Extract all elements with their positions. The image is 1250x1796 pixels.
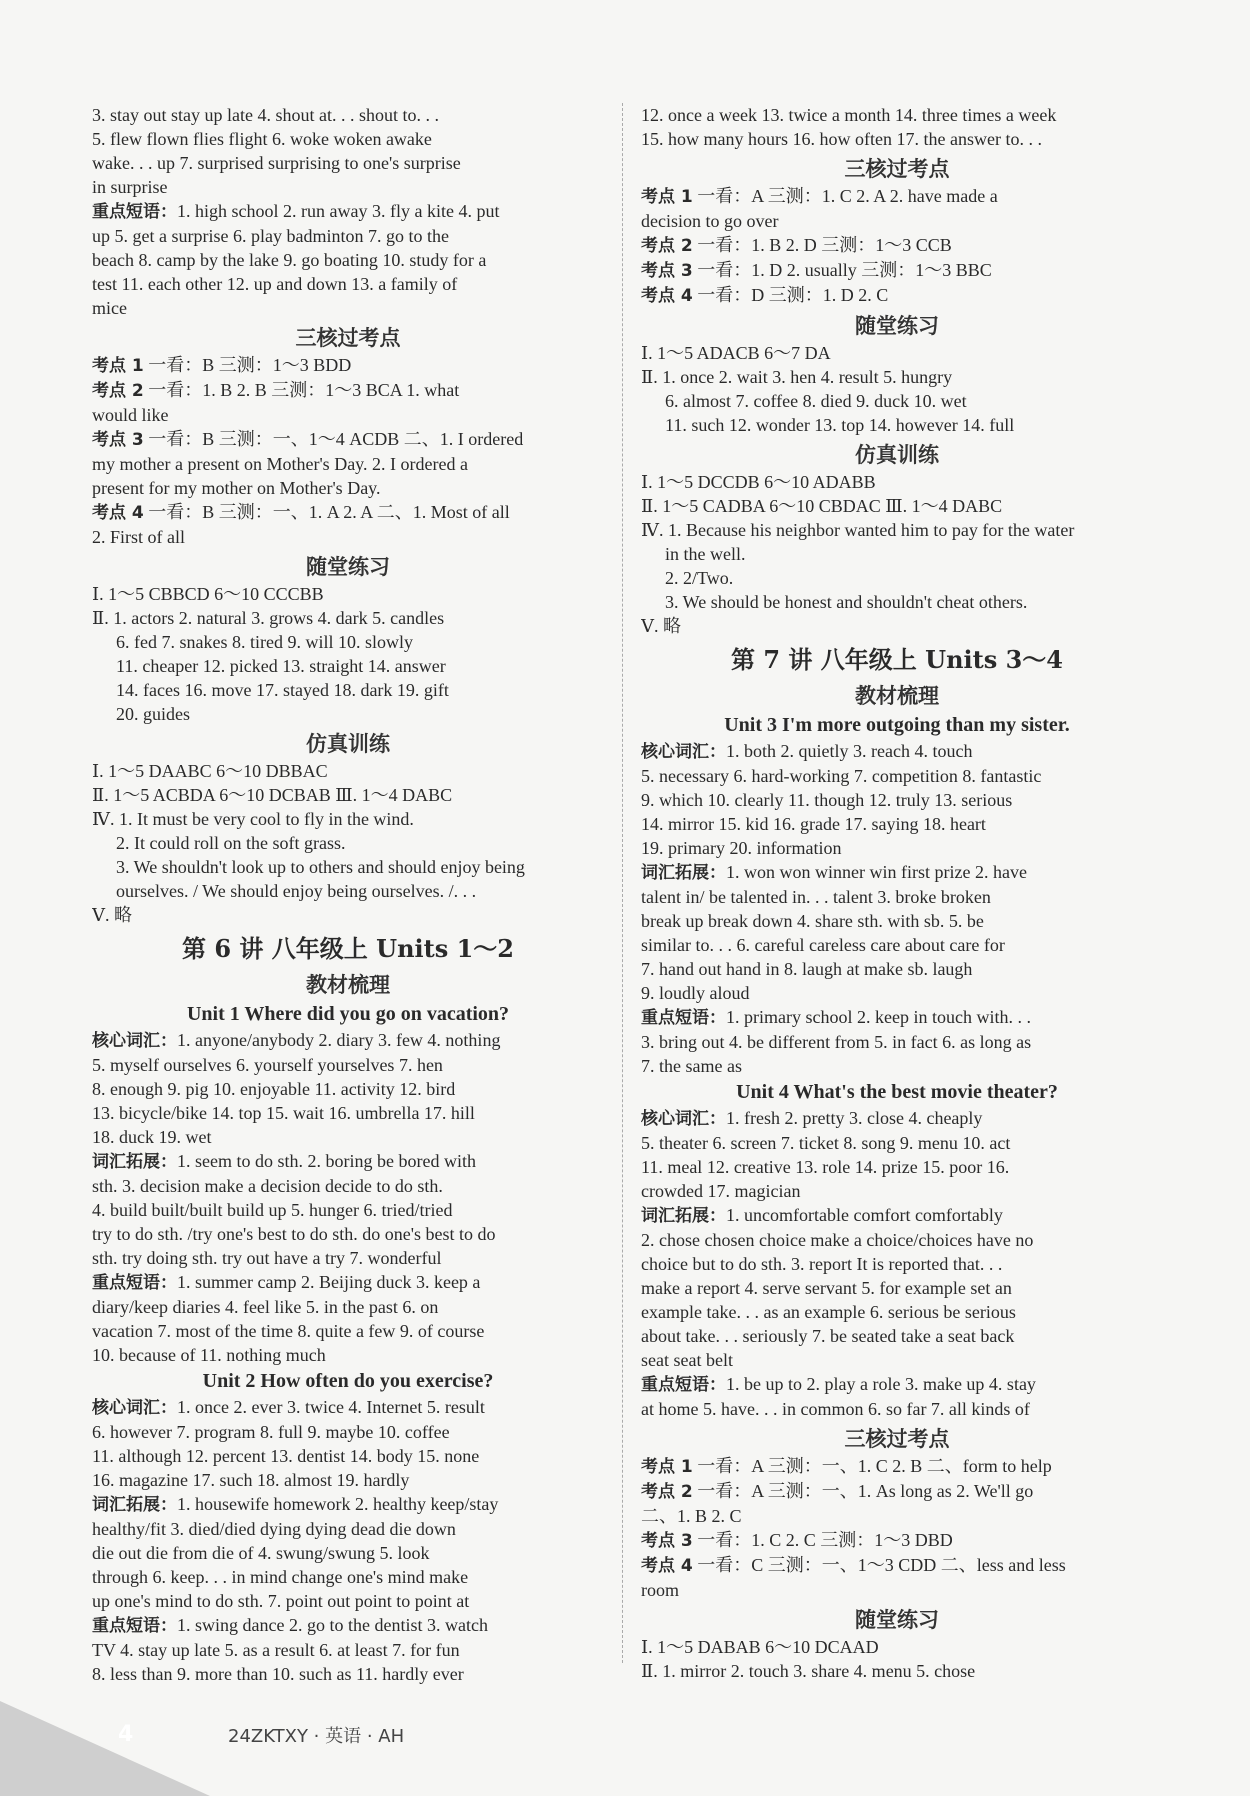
answer-text: would like: [92, 405, 169, 425]
answer-text: 6. fed 7. snakes 8. tired 9. will 10. slowly: [116, 632, 413, 652]
answer-text: present for my mother on Mother's Day.: [92, 478, 381, 498]
answer-text: 1. once 2. ever 3. twice 4. Internet 5. result: [177, 1397, 485, 1417]
text-line: [641, 1054, 1153, 1078]
text-line: [641, 1635, 1153, 1659]
answer-text: 随堂练习: [306, 555, 390, 579]
text-line: [92, 199, 604, 224]
answer-text: 仿真训练: [306, 732, 390, 756]
text-line: [641, 1454, 1153, 1479]
text-line: [92, 654, 604, 678]
text-line: [92, 1149, 604, 1174]
text-line: [641, 1005, 1153, 1030]
text-line: [641, 1228, 1153, 1252]
answer-text: 5. flew flown flies flight 6. woke woken awake: [92, 129, 432, 149]
answer-text: talent in/ be talented in. . . talent 3. broke broken: [641, 887, 991, 907]
text-line: [641, 1106, 1153, 1131]
text-line: [92, 1662, 604, 1686]
answer-label: 考点 2: [641, 236, 693, 256]
answer-text: Ⅰ. 1～5 DCCDB 6～10 ADABB: [641, 472, 876, 492]
answer-text: 11. although 12. percent 13. dentist 14. body 15. none: [92, 1446, 480, 1466]
answer-text: die out die from die of 4. swung/swung 5. look: [92, 1543, 430, 1563]
text-line: [641, 788, 1153, 812]
answer-text: healthy/fit 3. died/died dying dying dead die down: [92, 1519, 456, 1539]
answer-text: 三核过考点: [295, 326, 401, 350]
answer-text: 3. We should be honest and shouldn't cheat others.: [665, 592, 1028, 612]
answer-text: 11. such 12. wonder 13. top 14. however 14. full: [665, 415, 1015, 435]
answer-text: 1. housewife homework 2. healthy keep/stay: [177, 1494, 499, 1514]
answer-text: 仿真训练: [855, 443, 939, 467]
text-line: [92, 103, 604, 127]
text-line: [92, 783, 604, 807]
text-line: [92, 855, 604, 879]
answer-text: 1. summer camp 2. Beijing duck 3. keep a: [177, 1272, 481, 1292]
text-line: [92, 452, 604, 476]
text-line: [641, 933, 1153, 957]
answer-text: 20. guides: [116, 704, 190, 724]
section-heading: [641, 440, 1153, 470]
text-line: [641, 389, 1153, 413]
right-column: [641, 103, 1153, 1683]
answer-label: 词汇拓展：: [641, 1206, 726, 1226]
text-line: [641, 1659, 1153, 1683]
answer-text: Ⅱ. 1～5 ACBDA 6～10 DCBAB Ⅲ. 1～4 DABC: [92, 785, 453, 805]
answer-text: 5. necessary 6. hard-working 7. competition 8. fantastic: [641, 766, 1042, 786]
answer-label: 核心词汇：: [92, 1031, 177, 1051]
text-line: [92, 1246, 604, 1270]
text-line: [92, 1101, 604, 1125]
answer-label: 考点 2: [92, 381, 144, 401]
lecture-heading: [641, 642, 1153, 678]
answer-text: break up break down 4. share sth. with sb. 5. be: [641, 911, 984, 931]
text-line: [641, 1252, 1153, 1276]
text-line: [92, 1420, 604, 1444]
text-line: [641, 1131, 1153, 1155]
text-line: [92, 903, 604, 927]
text-line: [641, 470, 1153, 494]
answer-label: 核心词汇：: [641, 742, 726, 762]
answer-text: Ⅰ. 1～5 ADACB 6～7 DA: [641, 343, 831, 363]
answer-text: 12. once a week 13. twice a month 14. three times a week: [641, 105, 1057, 125]
text-line: [92, 248, 604, 272]
answer-text: 18. duck 19. wet: [92, 1127, 212, 1147]
column-divider: [622, 103, 623, 1663]
answer-text: 一看：1. C 2. C 三测：1～3 DBD: [692, 1530, 953, 1550]
text-line: [92, 1174, 604, 1198]
text-line: [641, 283, 1153, 308]
text-line: [92, 1222, 604, 1246]
text-line: [92, 127, 604, 151]
answer-text: Unit 4 What's the best movie theater?: [736, 1081, 1058, 1103]
answer-text: through 6. keep. . . in mind change one's mind make: [92, 1567, 469, 1587]
answer-label: 考点 3: [641, 261, 693, 281]
text-line: [92, 702, 604, 726]
text-line: [641, 233, 1153, 258]
answer-text: 3. stay out stay up late 4. shout at. . . shout to. . .: [92, 105, 439, 125]
text-line: [641, 1504, 1153, 1528]
text-line: [641, 365, 1153, 389]
answer-text: Ⅰ. 1～5 CBBCD 6～10 CCCBB: [92, 584, 324, 604]
answer-text: 19. primary 20. information: [641, 838, 842, 858]
text-line: [92, 378, 604, 403]
answer-text: Ⅱ. 1. actors 2. natural 3. grows 4. dark 5. candles: [92, 608, 445, 628]
text-line: [92, 606, 604, 630]
text-line: [641, 1372, 1153, 1397]
book-code: 24ZKTXY · 英语 · AH: [228, 1726, 405, 1747]
text-line: [92, 1613, 604, 1638]
text-line: [92, 272, 604, 296]
answer-text: in the well.: [665, 544, 746, 564]
text-line: [641, 1528, 1153, 1553]
text-line: [641, 1578, 1153, 1602]
answer-text: Ⅱ. 1. mirror 2. touch 3. share 4. menu 5. chose: [641, 1661, 976, 1681]
text-line: [641, 1553, 1153, 1578]
answer-text: 1. anyone/anybody 2. diary 3. few 4. nothing: [177, 1030, 501, 1050]
answer-text: 9. loudly aloud: [641, 983, 750, 1003]
answer-label: 考点 4: [92, 503, 144, 523]
text-line: [92, 879, 604, 903]
text-line: [92, 1198, 604, 1222]
text-line: [92, 1517, 604, 1541]
section-heading: [641, 681, 1153, 711]
text-line: [92, 427, 604, 452]
answer-text: 教材梳理: [306, 973, 390, 997]
answer-text: Ⅰ. 1～5 DAABC 6～10 DBBAC: [92, 761, 328, 781]
answer-label: 考点 4: [641, 1556, 693, 1576]
answer-text: 1. swing dance 2. go to the dentist 3. watch: [177, 1615, 488, 1635]
text-line: [641, 836, 1153, 860]
answer-text: 1. seem to do sth. 2. boring be bored with: [177, 1151, 476, 1171]
answer-text: sth. try doing sth. try out have a try 7. wonderful: [92, 1248, 442, 1268]
answer-text: 5. theater 6. screen 7. ticket 8. song 9. menu 10. act: [641, 1133, 1011, 1153]
answer-text: Ⅱ. 1～5 CADBA 6～10 CBDAC Ⅲ. 1～4 DABC: [641, 496, 1003, 516]
section-heading: [641, 154, 1153, 184]
text-line: [641, 1397, 1153, 1421]
text-line: [92, 476, 604, 500]
unit-title: [92, 1367, 604, 1395]
text-line: [92, 1638, 604, 1662]
text-line: [92, 1053, 604, 1077]
answer-text: 随堂练习: [855, 314, 939, 338]
answer-label: 核心词汇：: [92, 1398, 177, 1418]
answer-text: 6. however 7. program 8. full 9. maybe 10. coffee: [92, 1422, 450, 1442]
answer-text: Ⅳ. 1. Because his neighbor wanted him to pay for the water: [641, 520, 1075, 540]
answer-text: 3. bring out 4. be different from 5. in fact 6. as long as: [641, 1032, 1032, 1052]
answer-text: Ⅳ. 1. It must be very cool to fly in the wind.: [92, 809, 414, 829]
text-line: [641, 542, 1153, 566]
answer-label: 考点 2: [641, 1482, 693, 1502]
answer-label: 词汇拓展：: [92, 1152, 177, 1172]
lecture-heading: [92, 931, 604, 967]
text-line: [92, 1028, 604, 1053]
answer-text: Ⅴ. 略: [641, 616, 681, 636]
text-line: [641, 518, 1153, 542]
answer-text: decision to go over: [641, 211, 779, 231]
answer-text: 2. chose chosen choice make a choice/choices have no: [641, 1230, 1034, 1250]
answer-label: 词汇拓展：: [92, 1495, 177, 1515]
answer-label: 重点短语：: [641, 1375, 726, 1395]
answer-text: up 5. get a surprise 6. play badminton 7. go to the: [92, 226, 449, 246]
answer-label: 词汇拓展：: [641, 863, 726, 883]
text-line: [641, 1030, 1153, 1054]
text-line: [641, 614, 1153, 638]
answer-text: try to do sth. /try one's best to do sth. do one's best to do: [92, 1224, 496, 1244]
answer-text: 2. First of all: [92, 527, 185, 547]
answer-text: 7. hand out hand in 8. laugh at make sb. laugh: [641, 959, 973, 979]
answer-text: 14. mirror 15. kid 16. grade 17. saying 18. heart: [641, 814, 986, 834]
answer-text: 2. It could roll on the soft grass.: [116, 833, 346, 853]
text-line: [641, 1203, 1153, 1228]
answer-text: 三核过考点: [844, 1427, 950, 1451]
answer-text: 8. less than 9. more than 10. such as 11. hardly ever: [92, 1664, 464, 1684]
answer-text: 一看：1. D 2. usually 三测：1～3 BBC: [692, 260, 992, 280]
answer-label: 考点 1: [92, 356, 144, 376]
answer-text: at home 5. have. . . in common 6. so far 7. all kinds of: [641, 1399, 1030, 1419]
answer-text: 5. myself ourselves 6. yourself yourselves 7. hen: [92, 1055, 443, 1075]
text-line: [92, 831, 604, 855]
answer-text: TV 4. stay up late 5. as a result 6. at least 7. for fun: [92, 1640, 460, 1660]
answer-text: about take. . . seriously 7. be seated take a seat back: [641, 1326, 1015, 1346]
answer-text: 1. be up to 2. play a role 3. make up 4. stay: [726, 1374, 1036, 1394]
text-line: [92, 1541, 604, 1565]
answer-label: 考点 3: [641, 1531, 693, 1551]
text-line: [641, 1479, 1153, 1504]
answer-text: seat seat belt: [641, 1350, 733, 1370]
answer-text: beach 8. camp by the lake 9. go boating 10. study for a: [92, 250, 487, 270]
text-line: [92, 1468, 604, 1492]
answer-text: 13. bicycle/bike 14. top 15. wait 16. umbrella 17. hill: [92, 1103, 475, 1123]
answer-text: 3. We shouldn't look up to others and should enjoy being: [116, 857, 525, 877]
answer-label: 重点短语：: [92, 1273, 177, 1293]
answer-text: 4. build built/built build up 5. hunger 6. tried/tried: [92, 1200, 453, 1220]
text-line: [641, 981, 1153, 1005]
answer-text: 三核过考点: [844, 157, 950, 181]
text-line: [641, 812, 1153, 836]
answer-text: 14. faces 16. move 17. stayed 18. dark 19. gift: [116, 680, 449, 700]
answer-label: 重点短语：: [92, 202, 177, 222]
answer-text: Ⅰ. 1～5 DABAB 6～10 DCAAD: [641, 1637, 879, 1657]
text-line: [641, 209, 1153, 233]
unit-title: [641, 711, 1153, 739]
answer-text: make a report 4. serve servant 5. for example set an: [641, 1278, 1012, 1298]
text-line: [92, 1395, 604, 1420]
text-line: [92, 1319, 604, 1343]
answer-label: 重点短语：: [92, 1616, 177, 1636]
text-line: [92, 1343, 604, 1367]
text-line: [92, 630, 604, 654]
answer-label: 核心词汇：: [641, 1109, 726, 1129]
text-line: [92, 151, 604, 175]
answer-text: 第 7 讲 八年级上 Units 3～4: [731, 645, 1063, 674]
text-line: [641, 103, 1153, 127]
answer-text: example take. . . as an example 6. serious be serious: [641, 1302, 1016, 1322]
answer-text: 11. cheaper 12. picked 13. straight 14. answer: [116, 656, 446, 676]
answer-text: my mother a present on Mother's Day. 2. I ordered a: [92, 454, 468, 474]
text-line: [92, 296, 604, 320]
text-line: [92, 1565, 604, 1589]
section-heading: [92, 323, 604, 353]
answer-label: 考点 4: [641, 286, 693, 306]
answer-text: 一看：B 三测：一、1～4 ACDB 二、1. I ordered: [143, 429, 524, 449]
text-line: [641, 885, 1153, 909]
answer-text: 1. uncomfortable comfort comfortably: [726, 1205, 1003, 1225]
answer-label: 考点 1: [641, 187, 693, 207]
text-line: [641, 1179, 1153, 1203]
text-line: [641, 1276, 1153, 1300]
answer-text: 随堂练习: [855, 1608, 939, 1632]
answer-text: 9. which 10. clearly 11. though 12. truly 13. serious: [641, 790, 1013, 810]
answer-text: choice but to do sth. 3. report It is reported that. . .: [641, 1254, 1003, 1274]
answer-text: 1. high school 2. run away 3. fly a kite 4. put: [177, 201, 500, 221]
answer-text: 一看：A 三测：一、1. As long as 2. We'll go: [692, 1481, 1034, 1501]
answer-text: 一看：A 三测：一、1. C 2. B 二、form to help: [692, 1456, 1052, 1476]
text-line: [641, 127, 1153, 151]
answer-text: up one's mind to do sth. 7. point out point to point at: [92, 1591, 470, 1611]
answer-text: 10. because of 11. nothing much: [92, 1345, 326, 1365]
text-line: [92, 500, 604, 525]
answer-label: 重点短语：: [641, 1008, 726, 1028]
answer-text: 一看：A 三测：1. C 2. A 2. have made a: [692, 186, 998, 206]
text-line: [92, 175, 604, 199]
answer-text: 一看：1. B 2. B 三测：1～3 BCA 1. what: [143, 380, 460, 400]
answer-label: 考点 3: [92, 430, 144, 450]
text-line: [92, 807, 604, 831]
text-line: [92, 1125, 604, 1149]
answer-text: 二、1. B 2. C: [641, 1506, 742, 1526]
answer-text: sth. 3. decision make a decision decide to do sth.: [92, 1176, 443, 1196]
answer-text: 一看：B 三测：一、1. A 2. A 二、1. Most of all: [143, 502, 510, 522]
text-line: [641, 258, 1153, 283]
section-heading: [641, 1424, 1153, 1454]
answer-text: 一看：B 三测：1～3 BDD: [143, 355, 352, 375]
page-number: 4: [118, 1722, 134, 1747]
answer-text: Unit 1 Where did you go on vacation?: [186, 1003, 510, 1025]
section-heading: [641, 1605, 1153, 1635]
text-line: [92, 1295, 604, 1319]
answer-text: 1. fresh 2. pretty 3. close 4. cheaply: [726, 1108, 983, 1128]
left-column: [92, 103, 604, 1686]
text-line: [641, 860, 1153, 885]
text-line: [641, 957, 1153, 981]
answer-text: 6. almost 7. coffee 8. died 9. duck 10. wet: [665, 391, 967, 411]
answer-text: test 11. each other 12. up and down 13. a family of: [92, 274, 458, 294]
answer-text: Ⅱ. 1. once 2. wait 3. hen 4. result 5. hungry: [641, 367, 953, 387]
answer-text: room: [641, 1580, 679, 1600]
answer-text: 第 6 讲 八年级上 Units 1～2: [182, 934, 514, 963]
unit-title: [641, 1078, 1153, 1106]
answer-text: similar to. . . 6. careful careless care about care for: [641, 935, 1005, 955]
answer-text: crowded 17. magician: [641, 1181, 801, 1201]
text-line: [641, 413, 1153, 437]
text-line: [92, 1270, 604, 1295]
answer-text: Unit 2 How often do you exercise?: [202, 1370, 494, 1392]
text-line: [92, 1444, 604, 1468]
answer-text: 2. 2/Two.: [665, 568, 734, 588]
text-line: [641, 739, 1153, 764]
text-line: [641, 184, 1153, 209]
text-line: [641, 494, 1153, 518]
answer-text: 1. both 2. quietly 3. reach 4. touch: [726, 741, 973, 761]
text-line: [641, 341, 1153, 365]
answer-text: Ⅴ. 略: [92, 905, 132, 925]
section-heading: [92, 970, 604, 1000]
text-line: [641, 764, 1153, 788]
answer-text: Unit 3 I'm more outgoing than my sister.: [724, 714, 1070, 736]
answer-text: 1. won won winner win first prize 2. have: [726, 862, 1027, 882]
answer-text: 11. meal 12. creative 13. role 14. prize 15. poor 16.: [641, 1157, 1010, 1177]
text-line: [92, 353, 604, 378]
text-line: [641, 1300, 1153, 1324]
answer-text: 一看：D 三测：1. D 2. C: [692, 285, 889, 305]
section-heading: [92, 729, 604, 759]
answer-text: in surprise: [92, 177, 168, 197]
answer-text: 教材梳理: [855, 684, 939, 708]
text-line: [641, 1348, 1153, 1372]
text-line: [641, 590, 1153, 614]
answer-text: 1. primary school 2. keep in touch with. . .: [726, 1007, 1031, 1027]
text-line: [92, 224, 604, 248]
answer-text: wake. . . up 7. surprised surprising to one's surprise: [92, 153, 461, 173]
answer-label: 考点 1: [641, 1457, 693, 1477]
text-line: [92, 759, 604, 783]
answer-text: vacation 7. most of the time 8. quite a few 9. of course: [92, 1321, 485, 1341]
text-line: [92, 403, 604, 427]
text-line: [641, 1324, 1153, 1348]
answer-text: diary/keep diaries 4. feel like 5. in the past 6. on: [92, 1297, 439, 1317]
answer-text: 一看：1. B 2. D 三测：1～3 CCB: [692, 235, 952, 255]
text-line: [92, 1589, 604, 1613]
text-line: [641, 909, 1153, 933]
answer-text: ourselves. / We should enjoy being ourselves. /. . .: [116, 881, 477, 901]
answer-text: 8. enough 9. pig 10. enjoyable 11. activity 12. bird: [92, 1079, 456, 1099]
section-heading: [641, 311, 1153, 341]
footer-corner-decoration: [0, 1701, 210, 1796]
answer-text: 15. how many hours 16. how often 17. the answer to. . .: [641, 129, 1042, 149]
text-line: [641, 566, 1153, 590]
text-line: [92, 1492, 604, 1517]
text-line: [92, 1077, 604, 1101]
unit-title: [92, 1000, 604, 1028]
section-heading: [92, 552, 604, 582]
text-line: [92, 678, 604, 702]
answer-text: mice: [92, 298, 127, 318]
text-line: [92, 582, 604, 606]
text-line: [92, 525, 604, 549]
text-line: [641, 1155, 1153, 1179]
answer-text: 7. the same as: [641, 1056, 742, 1076]
answer-text: 16. magazine 17. such 18. almost 19. hardly: [92, 1470, 410, 1490]
answer-text: 一看：C 三测：一、1～3 CDD 二、less and less: [692, 1555, 1066, 1575]
